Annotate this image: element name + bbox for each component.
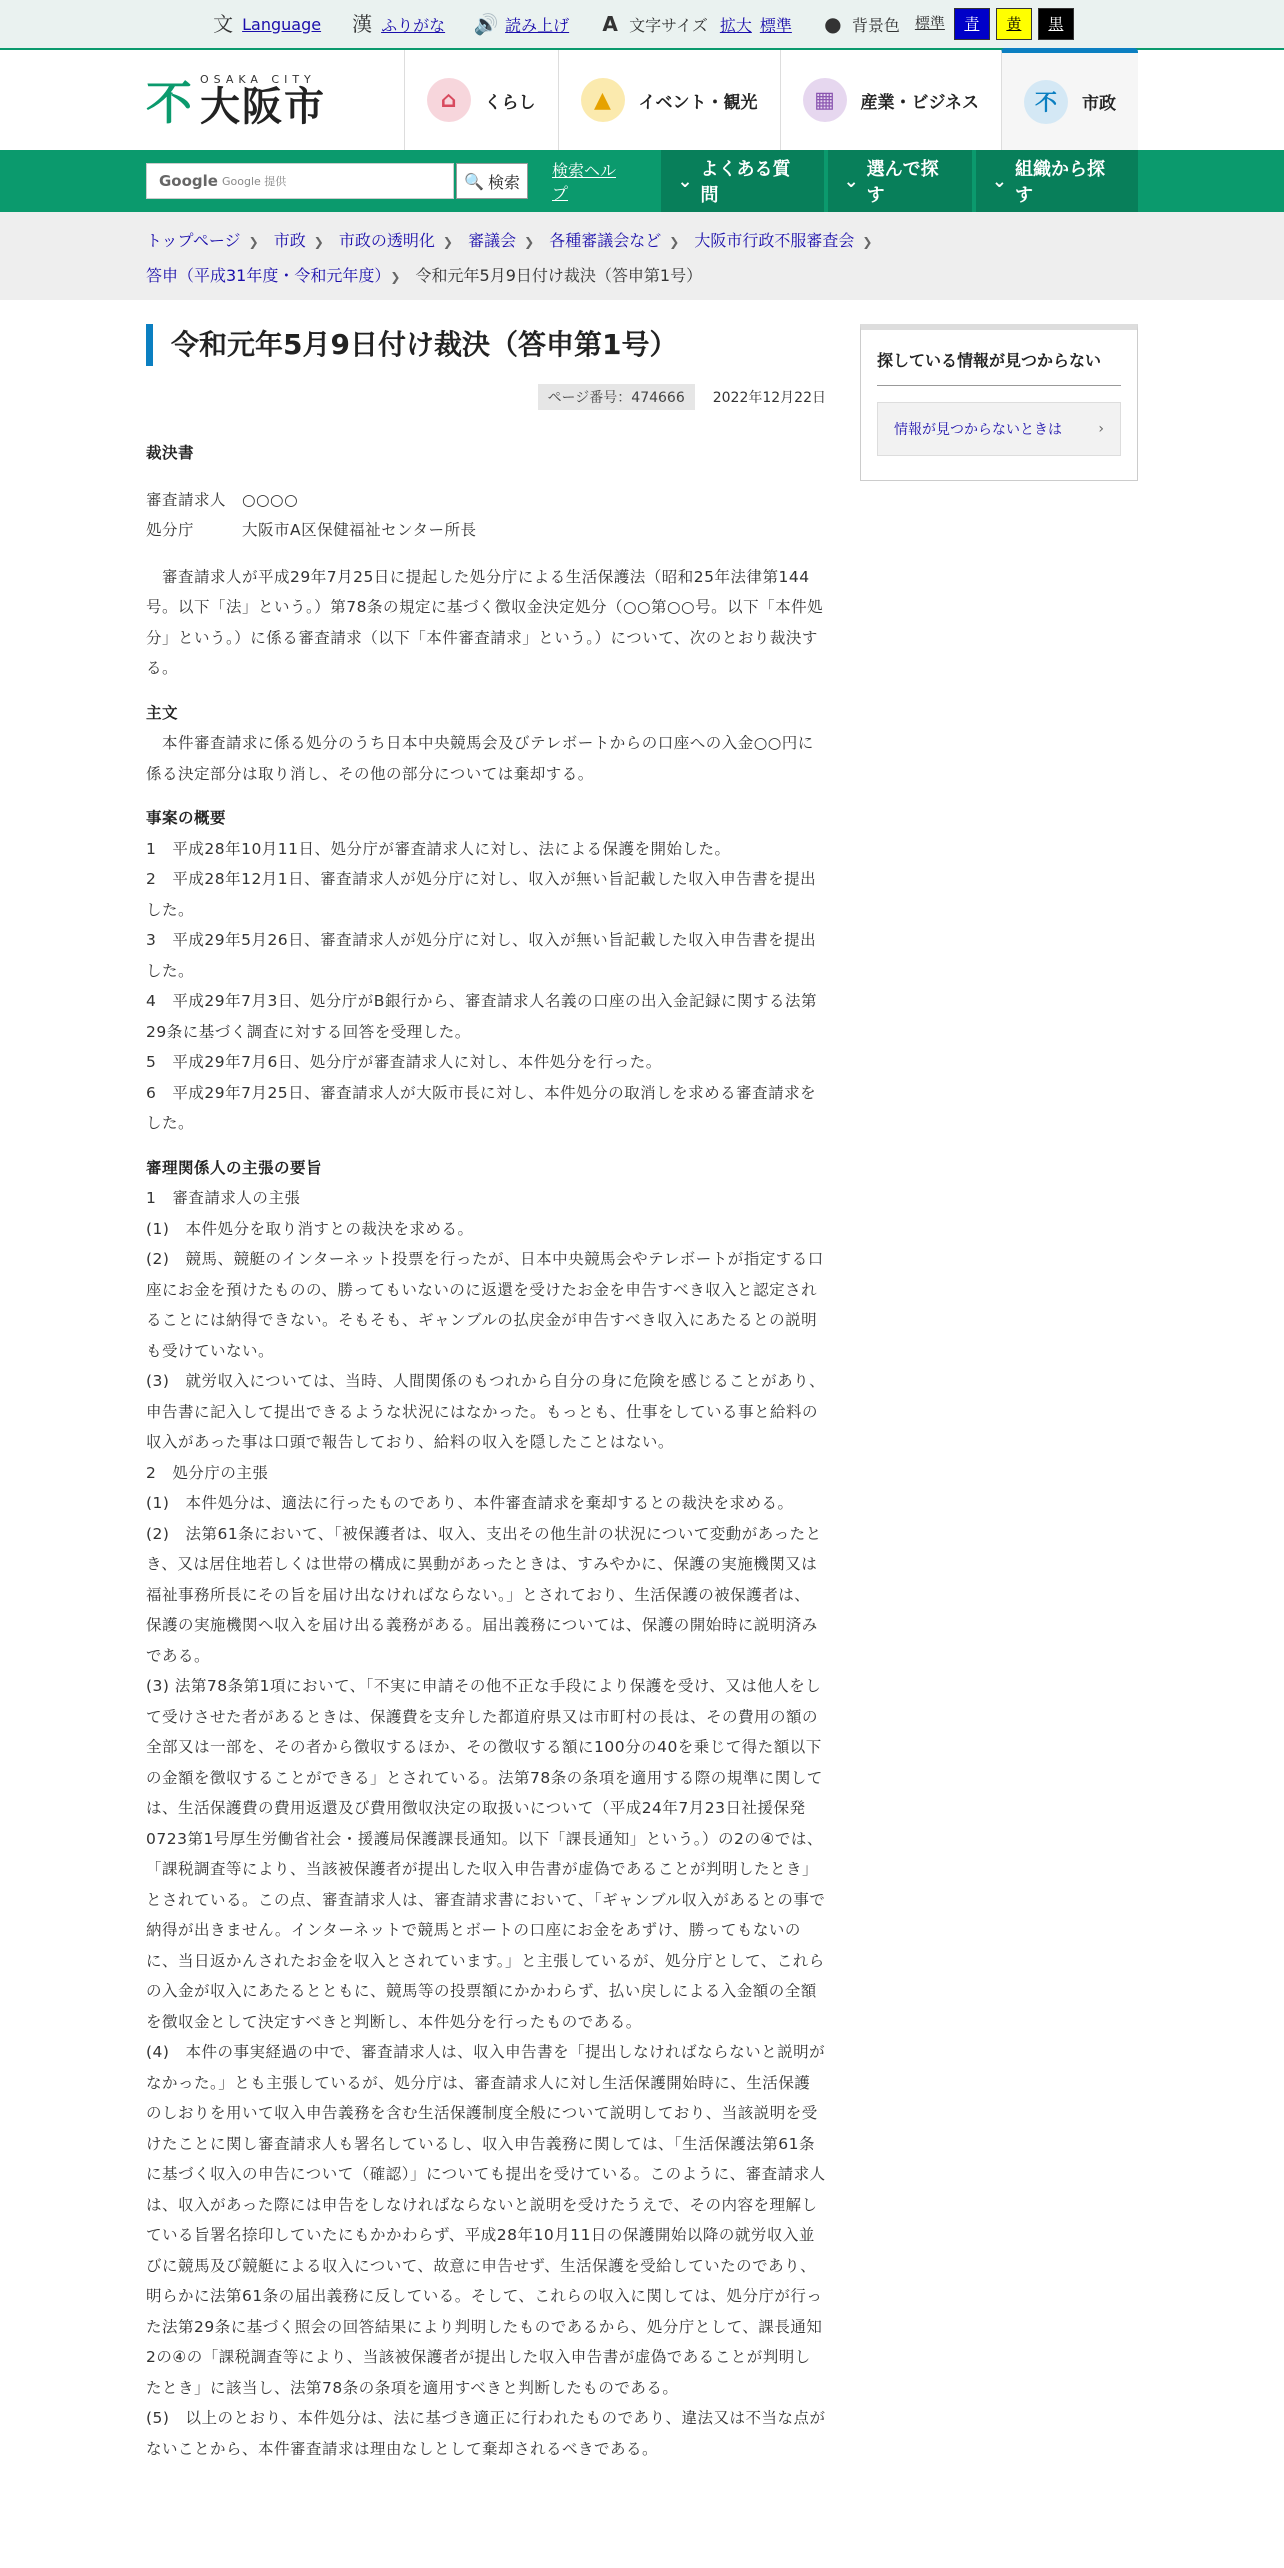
building-icon: ▦ [803, 78, 847, 122]
bg-color-group [820, 8, 1074, 40]
chevron-down-icon: ⌄ [991, 170, 1007, 192]
section-heading: 裁決書 [146, 444, 195, 462]
palette-icon: ● [824, 12, 842, 36]
search-placeholder: Google 提供 [221, 175, 287, 188]
breadcrumb-review-board[interactable]: 大阪市行政不服審査会 [694, 231, 855, 250]
sidebar [860, 324, 1138, 2464]
utility-bar [0, 0, 1284, 50]
claim-item: (2) 競馬、競艇のインターネット投票を行ったが、日本中央競馬会やテレボートが指定する口座にお金を預けたものの、勝ってもいないのに返還を受けたお金を申告すべき収入と認定されることには納得できない。そもそも、ギャンブルの払戻金が申告すべき収入にあたるとの説明も受けていない。 [146, 1250, 824, 1360]
chevron-right-icon: ❯ [442, 235, 453, 249]
claim-item: (3) 就労収入については、当時、人間関係のもつれから自分の身に危険を感じることがあり、申告書に記入して提出できるような状況にはなかった。もっとも、仕事をしている事と給料の収入があった事は口頭で報告しており、給料の収入を隠したことはない。 [146, 1372, 826, 1451]
furigana-link[interactable]: ふりがな [381, 15, 446, 35]
breadcrumb [0, 212, 1284, 300]
breadcrumb-top[interactable]: トップページ [146, 231, 241, 250]
summary-item: 6 平成29年7月25日、審査請求人が大阪市長に対し、本件処分の取消しを求める審査請求をした。 [146, 1083, 817, 1132]
page-meta [146, 384, 826, 410]
font-standard-link[interactable]: 標準 [759, 15, 792, 35]
bg-black-button[interactable]: 黒 [1038, 8, 1074, 40]
site-header [0, 50, 1284, 150]
requester-line: 審査請求人 ○○○○ [146, 490, 299, 509]
chevron-right-icon: ❯ [248, 235, 259, 249]
chevron-right-icon: ❯ [524, 235, 535, 249]
logo-english: OSAKA CITY [200, 72, 316, 86]
section-heading: 事案の概要 [146, 809, 227, 827]
page-number: ページ番号：474666 [538, 384, 695, 410]
city-emblem-icon: 不 [146, 76, 192, 130]
section-heading: 主文 [146, 703, 179, 722]
search-icon: 🔍 [464, 171, 484, 191]
claim-item: (2) 法第61条において、「被保護者は、収入、支出その他生計の状況について変動があったとき、又は居住地若しくは世帯の構成に異動があったときは、すみやかに、保護の実施機関又は福祉事務所長にその旨を届け出なければならない。」とされており、生活保護の被保護者は、保護の実施機関へ収入を届け出る義務がある。届出義務については、保護の開始時に説明済みである。 [146, 1524, 822, 1665]
font-size-group [597, 11, 792, 37]
read-aloud-item[interactable] [473, 11, 569, 37]
search-help-link[interactable]: 検索ヘルプ [552, 161, 617, 203]
gnav-event[interactable]: ▲ イベント・観光 [558, 50, 780, 150]
summary-item: 4 平成29年7月3日、処分庁がB銀行から、審査請求人名義の口座の出入金記録に関する法第29条に基づく調査に対する回答を受理した。 [146, 992, 817, 1041]
select-search-button[interactable]: ⌄ 選んで探す [828, 150, 972, 212]
house-icon: ⌂ [427, 78, 471, 122]
bg-blue-button[interactable]: 青 [954, 8, 990, 40]
help-box-title: 探している情報が見つからない [877, 348, 1121, 386]
chevron-right-icon: ❯ [390, 270, 401, 284]
intro-paragraph: 審査請求人が平成29年7月25日に提起した処分庁による生活保護法（昭和25年法律第144号。以下「法」という。）第78条の規定に基づく徴収金決定処分（○○第○○号。以下「本件処分」という。）に係る審査請求（以下「本件審査請求」という。）について、次のとおり裁決する。 [146, 567, 824, 677]
site-logo[interactable] [146, 67, 326, 133]
global-nav [404, 50, 1139, 150]
faq-button[interactable]: ⌄ よくある質問 [661, 150, 823, 212]
main-content [146, 324, 826, 2464]
gnav-shisei[interactable]: 不 市政 [1001, 48, 1138, 150]
claim-item: 1 審査請求人の主張 [146, 1189, 301, 1207]
summary-item: 1 平成28年10月11日、処分庁が審査請求人に対し、法による保護を開始した。 [146, 839, 731, 858]
org-search-button[interactable]: ⌄ 組織から探す [976, 150, 1138, 212]
font-enlarge-link[interactable]: 拡大 [719, 15, 752, 35]
language-item[interactable] [210, 11, 321, 37]
claim-item: (5) 以上のとおり、本件処分は、法に基づき適正に行われたものであり、違法又は不当な点がないことから、本件審査請求は理由なしとして棄却されるべきである。 [146, 2409, 826, 2458]
chevron-right-icon: › [1098, 421, 1104, 437]
agency-line: 処分庁 大阪市A区保健福祉センター所長 [146, 521, 477, 539]
breadcrumb-reports[interactable]: 答申（平成31年度・令和元年度） [146, 266, 383, 285]
speaker-icon: 🔊 [473, 12, 499, 36]
help-box [860, 324, 1138, 481]
event-icon: ▲ [581, 78, 625, 122]
chevron-right-icon: ❯ [862, 235, 873, 249]
font-size-label: 文字サイズ [629, 15, 708, 35]
breadcrumb-council[interactable]: 審議会 [468, 231, 517, 250]
bg-yellow-button[interactable]: 黄 [996, 8, 1032, 40]
claim-item: (3) 法第78条第1項において、「不実に申請その他不正な手段により保護を受け、又は他人をして受けさせた者があるときは、保護費を支弁した都道府県又は市町村の長は、その費用の額の全部又は一部を、その者から徴収するほか、その徴収する額に100分の40を乗じて得た額以下の金額を徴収することができる」とされている。法第78条の条項を適用する際の規準に関しては、生活保護費の費用返還及び費用徴収決定の取扱いについて（平成24年7月23日社援保発0723第1号厚生労働省社会・援護局保護課長通知。以下「課長通知」という。）の2の④では、「課税調査等により、当該被保護者が提出した収入申告書が虚偽であることが判明したとき」とされている。この点、審査請求人は、審査請求書において、「ギャンブル収入があるとの事で納得が出きません。インターネットで競馬とボートの口座にお金をあずけ、勝ってもないのに、当日返かんされたお金を収入とされています。」と主張しているが、処分庁として、これらの入金が収入にあたるとともに、競馬等の投票額にかかわらず、払い戻しによる入金額の全額を徴収金として決定すべきと判断し、本件処分を行ったものである。 [146, 1677, 826, 2031]
city-emblem-small-icon: 不 [1024, 80, 1068, 124]
gnav-business[interactable]: ▦ 産業・ビジネス [780, 50, 1002, 150]
chevron-down-icon: ⌄ [677, 170, 693, 192]
chevron-right-icon: ❯ [313, 235, 324, 249]
not-found-link[interactable]: 情報が見つからないときは › [877, 402, 1121, 456]
search-button[interactable]: 🔍 検索 [456, 163, 528, 199]
logo-japanese: 大阪市 [200, 83, 326, 130]
language-link[interactable]: Language [242, 14, 322, 34]
search-bar [0, 150, 1284, 212]
read-aloud-link[interactable]: 読み上げ [505, 15, 570, 35]
bg-color-label: 背景色 [851, 15, 900, 35]
claim-item: (4) 本件の事実経過の中で、審査請求人は、収入申告書を「提出しなければならないと説明がなかった。」とも主張しているが、処分庁は、審査請求人に対し生活保護開始時に、生活保護のしおりを用いて収入申告義務を含む生活保護制度全般について説明しており、当該説明を受けたことに関し審査請求人も署名しているし、収入申告義務に関しては、「生活保護法第61条に基づく収入の申告について（確認）」についても提出を受けている。このように、審査請求人は、収入があった際には申告をしなければならないと説明を受けたうえで、その内容を理解している旨署名捺印していたにもかかわらず、平成28年10月11日の保護開始以降の就労収入並びに競馬及び競艇による収入について、故意に申告せず、生活保護を受給していたのであり、明らかに法第61条の届出義務に反している。そして、これらの収入に関しては、処分庁が行った法第29条に基づく照会の回答結果により判明したものであるから、処分庁として、課長通知2の④の「課税調査等により、当該被保護者が提出した収入申告書が虚偽であることが判明したとき」に該当し、法第78条の条項を適用すべきと判断したものである。 [146, 2043, 826, 2397]
claim-item: (1) 本件処分は、適法に行ったものであり、本件審査請求を棄却するとの裁決を求める。 [146, 1494, 794, 1512]
search-input[interactable] [146, 163, 454, 199]
summary-item: 2 平成28年12月1日、審査請求人が処分庁に対し、収入が無い旨記載した収入申告書を提出した。 [146, 870, 817, 919]
claim-item: (1) 本件処分を取り消すとの裁決を求める。 [146, 1219, 474, 1238]
language-icon: 文 [213, 12, 234, 36]
page-date: 2022年12月22日 [712, 390, 826, 406]
search-form [146, 163, 528, 199]
google-label: Google [159, 172, 218, 190]
breadcrumb-shisei[interactable]: 市政 [273, 231, 306, 250]
summary-item: 3 平成29年5月26日、審査請求人が処分庁に対し、収入が無い旨記載した収入申告書を提出した。 [146, 931, 817, 980]
breadcrumb-councils[interactable]: 各種審議会など [549, 231, 662, 250]
furigana-icon: 漢 [352, 12, 373, 36]
chevron-right-icon: ❯ [669, 235, 680, 249]
gnav-kurashi[interactable]: ⌂ くらし [404, 50, 558, 150]
bg-standard-button[interactable]: 標準 [914, 14, 945, 32]
summary-item: 5 平成29年7月6日、処分庁が審査請求人に対し、本件処分を行った。 [146, 1053, 662, 1071]
breadcrumb-current: 令和元年5月9日付け裁決（答申第1号） [415, 266, 703, 285]
breadcrumb-transparency[interactable]: 市政の透明化 [338, 231, 435, 250]
page-title: 令和元年5月9日付け裁決（答申第1号） [146, 324, 826, 366]
section-heading: 審理関係人の主張の要旨 [146, 1158, 323, 1177]
claim-item: 2 処分庁の主張 [146, 1463, 269, 1482]
chevron-down-icon: ⌄ [843, 170, 859, 192]
furigana-item[interactable] [349, 11, 445, 37]
main-paragraph: 本件審査請求に係る処分のうち日本中央競馬会及びテレボートからの口座への入金○○円に係る決定部分は取り消し、その他の部分については棄却する。 [146, 734, 814, 783]
font-size-icon: A [602, 12, 618, 36]
article-body [146, 438, 826, 2464]
